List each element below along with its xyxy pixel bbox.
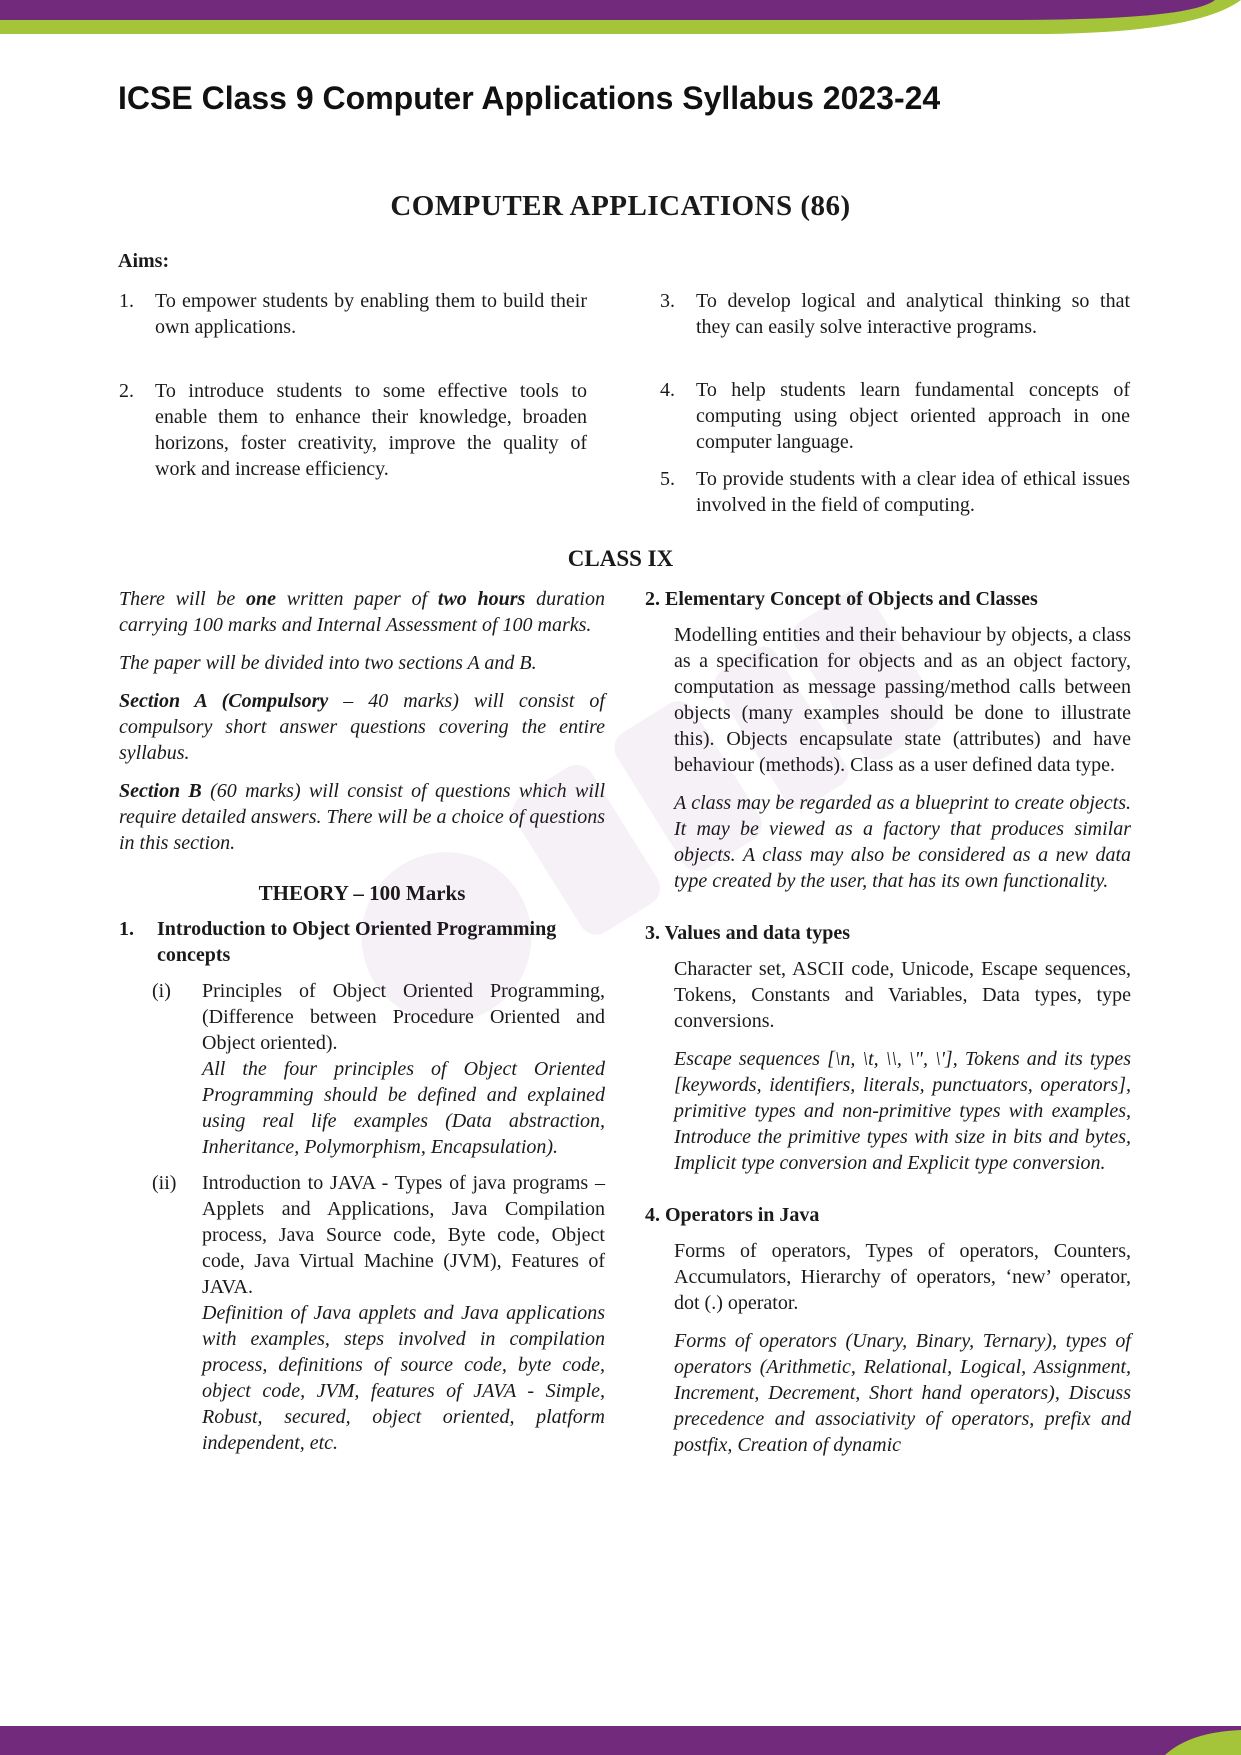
topic-1-subitem-i (119, 978, 605, 1160)
text-run-bold: Section B (119, 780, 202, 802)
topic-number: 1. (119, 918, 134, 940)
topic-4-heading: 4. Operators in Java (645, 1204, 820, 1226)
spacer (645, 906, 1131, 920)
subitem-italic-note: Definition of Java applets and Java applications with examples, steps involved in compilation process, definitions of source code, byte code, object code, JVM, features of JAVA - Simple, Robust, secured, object oriented, platform independent, etc. (202, 1302, 605, 1454)
header-band-purple (0, 0, 1215, 20)
paper-info-section-b (119, 778, 605, 856)
header-band (0, 0, 1241, 36)
aim-number: 1. (119, 290, 134, 312)
aim-text: To empower students by enabling them to build their own applications. (155, 290, 587, 338)
aims-label: Aims: (118, 250, 170, 272)
aim-item-1 (119, 288, 587, 340)
topic-2-italic-note: A class may be regarded as a blueprint to create objects. It may be viewed as a factory that produces similar objects. A class may also be considered as a new data type created by the user, that has its own functionality. (674, 792, 1131, 892)
aim-number: 4. (660, 379, 675, 401)
topic-4-body: Forms of operators, Types of operators, Counters, Accumulators, Hierarchy of operators, ‘new’ operator, dot (.) operator. (674, 1240, 1131, 1314)
aim-item-5 (660, 466, 1130, 518)
aim-text: To provide students with a clear idea of ethical issues involved in the field of computing. (696, 468, 1130, 516)
subitem-text: Principles of Object Oriented Programming, (Difference between Procedure Oriented and Object oriented). (202, 980, 605, 1054)
subitem-number: (ii) (152, 1172, 177, 1194)
aim-item-4 (660, 377, 1130, 455)
aim-text: To develop logical and analytical thinking so that they can easily solve interactive programs. (696, 290, 1130, 338)
topic-1-subitem-ii (119, 1170, 605, 1456)
aim-text: To introduce students to some effective tools to enable them to enhance their knowledge, broaden horizons, foster creativity, improve the quality of work and increase efficiency. (155, 380, 587, 480)
left-column (119, 586, 605, 1466)
subject-title: COMPUTER APPLICATIONS (86) (390, 190, 851, 222)
theory-heading: THEORY – 100 Marks (258, 881, 466, 905)
footer-band-purple (0, 1726, 1241, 1755)
topic-title: Introduction to Object Oriented Programming concepts (157, 918, 557, 966)
paper-info-duration (119, 586, 605, 638)
topic-2-heading: 2. Elementary Concept of Objects and Classes (645, 588, 1038, 610)
aim-item-2 (119, 378, 587, 482)
text-run: duration carrying 100 marks and Internal Assessment of 100 marks. (119, 588, 605, 636)
text-run-bold: Section A (Compulsory (119, 690, 329, 712)
paper-info-sections: The paper will be divided into two sections A and B. (119, 652, 537, 674)
class-heading: CLASS IX (567, 546, 674, 571)
text-run: written paper of (276, 588, 438, 610)
topic-3-heading: 3. Values and data types (645, 922, 851, 944)
text-run-bold: two hours (437, 588, 526, 610)
aim-number: 3. (660, 290, 675, 312)
topic-1-heading (119, 916, 605, 968)
topic-3-italic-note: Escape sequences [\n, \t, \\, \", \'], Tokens and its types [keywords, identifiers, literals, punctuators, operators], primitive types and non-primitive types with examples, Introduce the primitive types with size in bits and bytes, Implicit type conversion and Explicit type conversion. (674, 1048, 1131, 1174)
topic-2-body: Modelling entities and their behaviour by objects, a class as a specification for objects and as an object factory, computation as message passing/method calls between objects (many examples should be done to illustrate this). Objects encapsulate state (attributes) and have behaviour (methods). Class as a user defined data type. (674, 624, 1131, 776)
spacer (645, 1188, 1131, 1202)
aim-number: 5. (660, 468, 675, 490)
page-title: ICSE Class 9 Computer Applications Syllabus 2023-24 (118, 80, 941, 116)
subitem-text: Introduction to JAVA - Types of java programs – Applets and Applications, Java Compilation process, Java Source code, Byte code, Object code, Java Virtual Machine (JVM), Features of JAVA. (202, 1172, 605, 1298)
subitem-italic-note: All the four principles of Object Oriented Programming should be defined and explained using real life examples (Data abstraction, Inheritance, Polymorphism, Encapsulation). (202, 1058, 605, 1158)
text-run: There will be (119, 588, 247, 610)
subitem-number: (i) (152, 980, 171, 1002)
aim-item-3 (660, 288, 1130, 340)
text-run: – 40 marks) will consist of compulsory short answer questions covering the entire syllabus. (119, 690, 605, 764)
footer-band (0, 1726, 1241, 1755)
aim-number: 2. (119, 380, 134, 402)
right-column (645, 586, 1131, 1470)
topic-3-body: Character set, ASCII code, Unicode, Escape sequences, Tokens, Constants and Variables, Data types, type conversions. (674, 958, 1131, 1032)
aim-text: To help students learn fundamental concepts of computing using object oriented approach in one computer language. (696, 379, 1130, 453)
topic-4-italic-note: Forms of operators (Unary, Binary, Ternary), types of operators (Arithmetic, Relational, Logical, Assignment, Increment, Decrement, Short hand operators), Discuss precedence and associativity of operators, prefix and postfix, Creation of dynamic (674, 1330, 1131, 1456)
paper-info-section-a (119, 688, 605, 766)
text-run: (60 marks) will consist of questions which will require detailed answers. There will be a choice of questions in this section. (119, 780, 606, 854)
text-run-bold: one (246, 588, 277, 610)
